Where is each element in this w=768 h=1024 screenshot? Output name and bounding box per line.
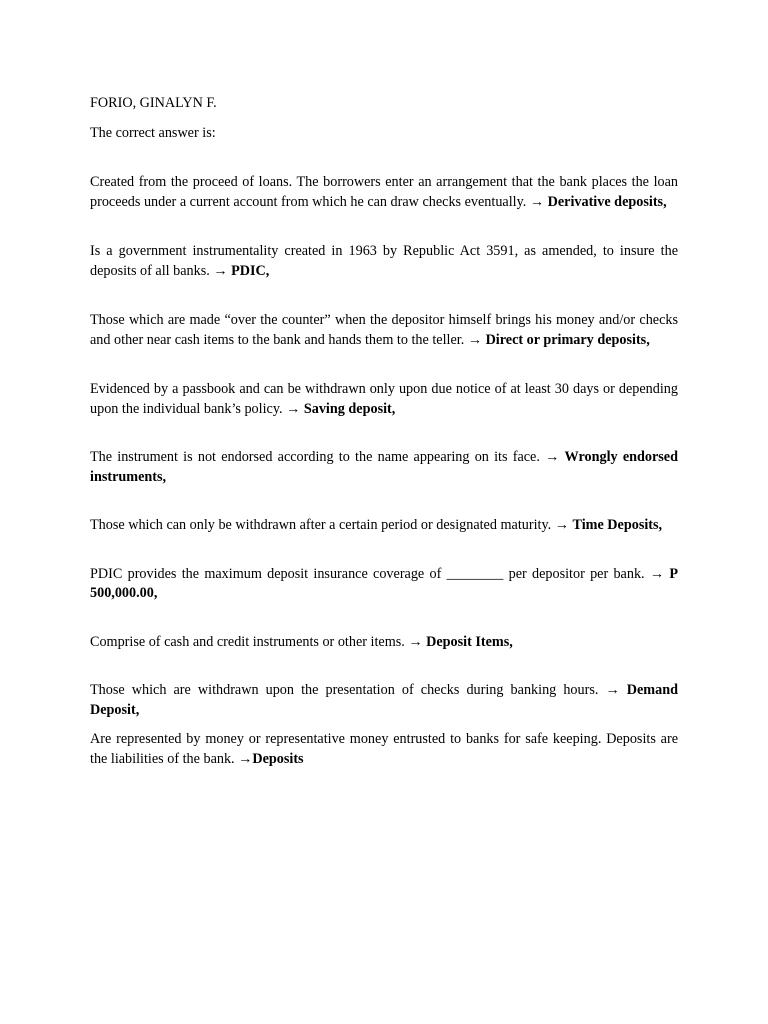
question-item [90, 242, 678, 281]
question-item [90, 173, 678, 212]
question-text: Comprise of cash and credit instruments or other items. → [90, 633, 427, 650]
answer-text: Derivative deposits, [547, 193, 667, 210]
answer-text: PDIC, [231, 262, 270, 279]
answer-text: Direct or primary deposits, [485, 331, 650, 348]
question-item [90, 681, 678, 720]
question-text: PDIC provides the maximum deposit insurance coverage of ________ per depositor per bank. → [90, 565, 670, 582]
question-text: Evidenced by a passbook and can be withdrawn only upon due notice of at least 30 days or depending upon the individual bank’s policy. → [90, 381, 678, 417]
answer-text: P 500,000.00, [90, 565, 678, 601]
answer-text: Wrongly endorsed instruments, [90, 449, 678, 485]
question-text: Created from the proceed of loans. The borrowers enter an arrangement that the bank places the loan proceeds under a current account from which he can draw checks eventually. → [90, 174, 678, 210]
question-item [90, 448, 678, 487]
question-text: Those which are withdrawn upon the presentation of checks during banking hours. → [90, 682, 627, 698]
answer-text: Deposits [252, 750, 304, 767]
document-page [90, 94, 678, 769]
question-item [90, 380, 678, 419]
answer-text: Time Deposits, [572, 517, 663, 533]
question-item [90, 633, 678, 653]
answer-text: Saving deposit, [303, 400, 396, 417]
answer-text: Deposit Items, [426, 633, 513, 650]
question-text: Those which are made “over the counter” when the depositor himself brings his money and/or checks and other near cash items to the bank and hands them to the teller. → [90, 312, 678, 348]
answer-text: Demand Deposit, [90, 682, 678, 718]
question-text: Are represented by money or representative money entrusted to banks for safe keeping. Deposits are the liabilities of the bank. → [90, 731, 678, 767]
question-item [90, 516, 678, 536]
question-item [90, 565, 678, 604]
student-name: FORIO, GINALYN F. [90, 95, 217, 111]
question-text: Is a government instrumentality created in 1963 by Republic Act 3591, as amended, to insure the deposits of all banks. → [90, 243, 678, 279]
question-item [90, 730, 678, 769]
intro-text: The correct answer is: [90, 124, 216, 141]
question-text: Those which can only be withdrawn after a certain period or designated maturity. → [90, 517, 573, 533]
question-text: The instrument is not endorsed according to the name appearing on its face. → [90, 449, 565, 465]
question-item [90, 311, 678, 350]
